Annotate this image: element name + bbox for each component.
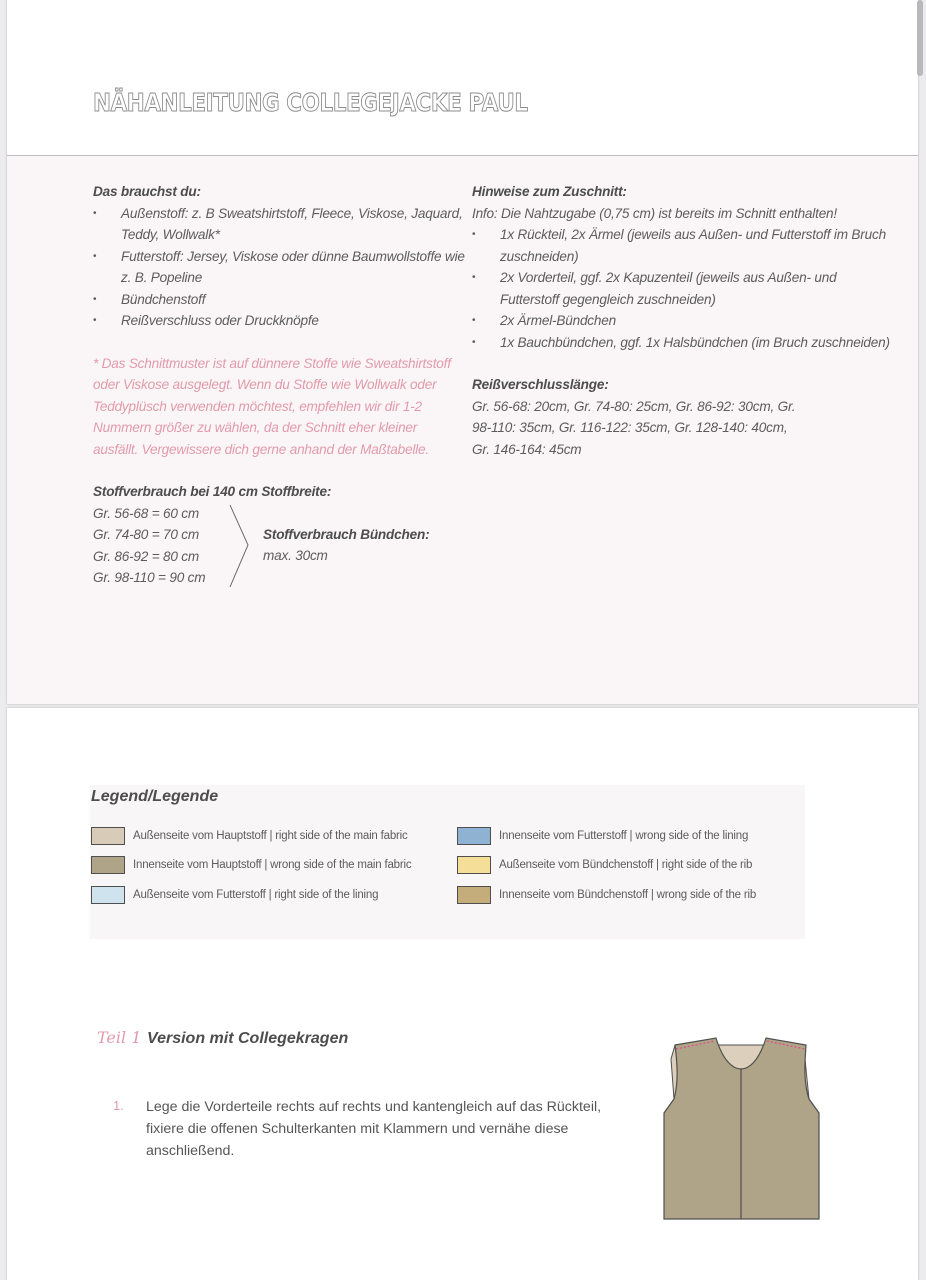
list-item: • 1x Rückteil, 2x Ärmel (jeweils aus Außen- und Futterstoff im Bruch zuschneiden) xyxy=(472,224,892,267)
part-number: Teil 1 xyxy=(97,1028,142,1047)
legend-item xyxy=(457,827,748,845)
instruction-page-1 xyxy=(7,0,918,704)
instruction-page-2 xyxy=(7,708,918,1280)
list-item: • Reißverschluss oder Druckknöpfe xyxy=(93,310,465,332)
cuff-heading: Stoffverbrauch Bündchen: xyxy=(263,526,430,542)
legend-title: Legend/Legende xyxy=(91,788,219,805)
needs-heading: Das brauchst du: xyxy=(93,184,201,199)
scrollbar[interactable] xyxy=(916,0,924,1280)
legend-label: Innenseite vom Hauptstoff | wrong side of the main fabric xyxy=(133,859,412,871)
cutting-list xyxy=(472,224,892,353)
legend-swatch xyxy=(457,856,491,874)
legend-label: Außenseite vom Futterstoff | right side of the lining xyxy=(133,889,379,901)
legend-swatch xyxy=(91,827,125,845)
list-item: • 2x Vorderteil, ggf. 2x Kapuzenteil (jeweils aus Außen- und Futterstoff gegengleich zuschneiden) xyxy=(472,267,892,310)
materials-column xyxy=(93,181,465,593)
consumption-size: Gr. 98-110 = 90 cm xyxy=(93,570,206,585)
part-title: Version mit Collegekragen xyxy=(147,1030,349,1047)
cuff-consumption xyxy=(263,524,483,567)
legend-item xyxy=(91,856,411,874)
cutting-column xyxy=(472,181,892,460)
cutting-info: Info: Die Nahtzugabe (0,75 cm) ist bereits im Schnitt enthalten! xyxy=(472,205,837,221)
list-item: • Außenstoff: z. B Sweatshirtstoff, Fleece, Viskose, Jaquard, Teddy, Wollwalk* xyxy=(93,203,465,246)
legend-swatch xyxy=(457,886,491,904)
list-item: • Futterstoff: Jersey, Viskose oder dünne Baumwollstoffe wie z. B. Popeline xyxy=(93,246,465,289)
legend-item xyxy=(457,886,756,904)
legend-swatch xyxy=(457,827,491,845)
legend-label: Außenseite vom Bündchenstoff | right side of the rib xyxy=(499,859,753,871)
consumption-heading: Stoffverbrauch bei 140 cm Stoffbreite: xyxy=(93,484,332,499)
legend-swatch xyxy=(91,856,125,874)
consumption-size: Gr. 56-68 = 60 cm xyxy=(93,505,200,521)
list-item: • 1x Bauchbündchen, ggf. 1x Halsbündchen (im Bruch zuschneiden) xyxy=(472,332,892,354)
legend-item xyxy=(91,827,408,845)
list-item: • 2x Ärmel-Bündchen xyxy=(472,310,892,332)
legend-item xyxy=(91,886,378,904)
vest-illustration xyxy=(657,1033,829,1223)
consumption-size: Gr. 74-80 = 70 cm xyxy=(93,527,200,542)
legend-swatch xyxy=(91,886,125,904)
fabric-note: * Das Schnittmuster ist auf dünnere Stoffe wie Sweatshirtstoff oder Viskose ausgelegt. Wenn du Stoffe wie Wollwalk oder Teddyplüsch verwenden möchtest, empfehlen wir dir 1-2 Nummern größer zu wählen, da der Schnitt eher kleiner ausfällt. Vergewissere dich gerne anhand der Maßtabelle. xyxy=(93,355,451,457)
step-number: 1. xyxy=(113,1098,124,1113)
consumption-sizes xyxy=(93,503,233,589)
legend-label: Innenseite vom Futterstoff | wrong side of the lining xyxy=(499,830,749,842)
zipper-heading: Reißverschlusslänge: xyxy=(472,377,609,392)
list-item: • Bündchenstoff xyxy=(93,289,465,311)
needs-list xyxy=(93,203,465,332)
cutting-heading: Hinweise zum Zuschnitt: xyxy=(472,184,627,199)
cuff-value: max. 30cm xyxy=(263,548,328,563)
legend-label: Innenseite vom Bündchenstoff | wrong side of the rib xyxy=(499,889,757,901)
scrollbar-thumb[interactable] xyxy=(917,0,923,76)
document-title: NÄHANLEITUNG COLLEGEJACKE PAUL xyxy=(93,88,528,117)
zipper-lengths: Gr. 56-68: 20cm, Gr. 74-80: 25cm, Gr. 86-92: 30cm, Gr. 98-110: 35cm, Gr. 116-122: 35cm, Gr. 128-140: 40cm, Gr. 146-164: 45cm xyxy=(472,398,796,457)
legend-item xyxy=(457,856,752,874)
consumption-block xyxy=(93,503,465,593)
consumption-size: Gr. 86-92 = 80 cm xyxy=(93,548,200,564)
angle-bracket-icon xyxy=(228,505,252,587)
legend-label: Außenseite vom Hauptstoff | right side of the main fabric xyxy=(133,830,408,842)
step-text: Lege die Vorderteile rechts auf rechts und kantengleich auf das Rückteil, fixiere die offenen Schulterkanten mit Klammern und vernähe diese anschließend. xyxy=(146,1099,602,1159)
